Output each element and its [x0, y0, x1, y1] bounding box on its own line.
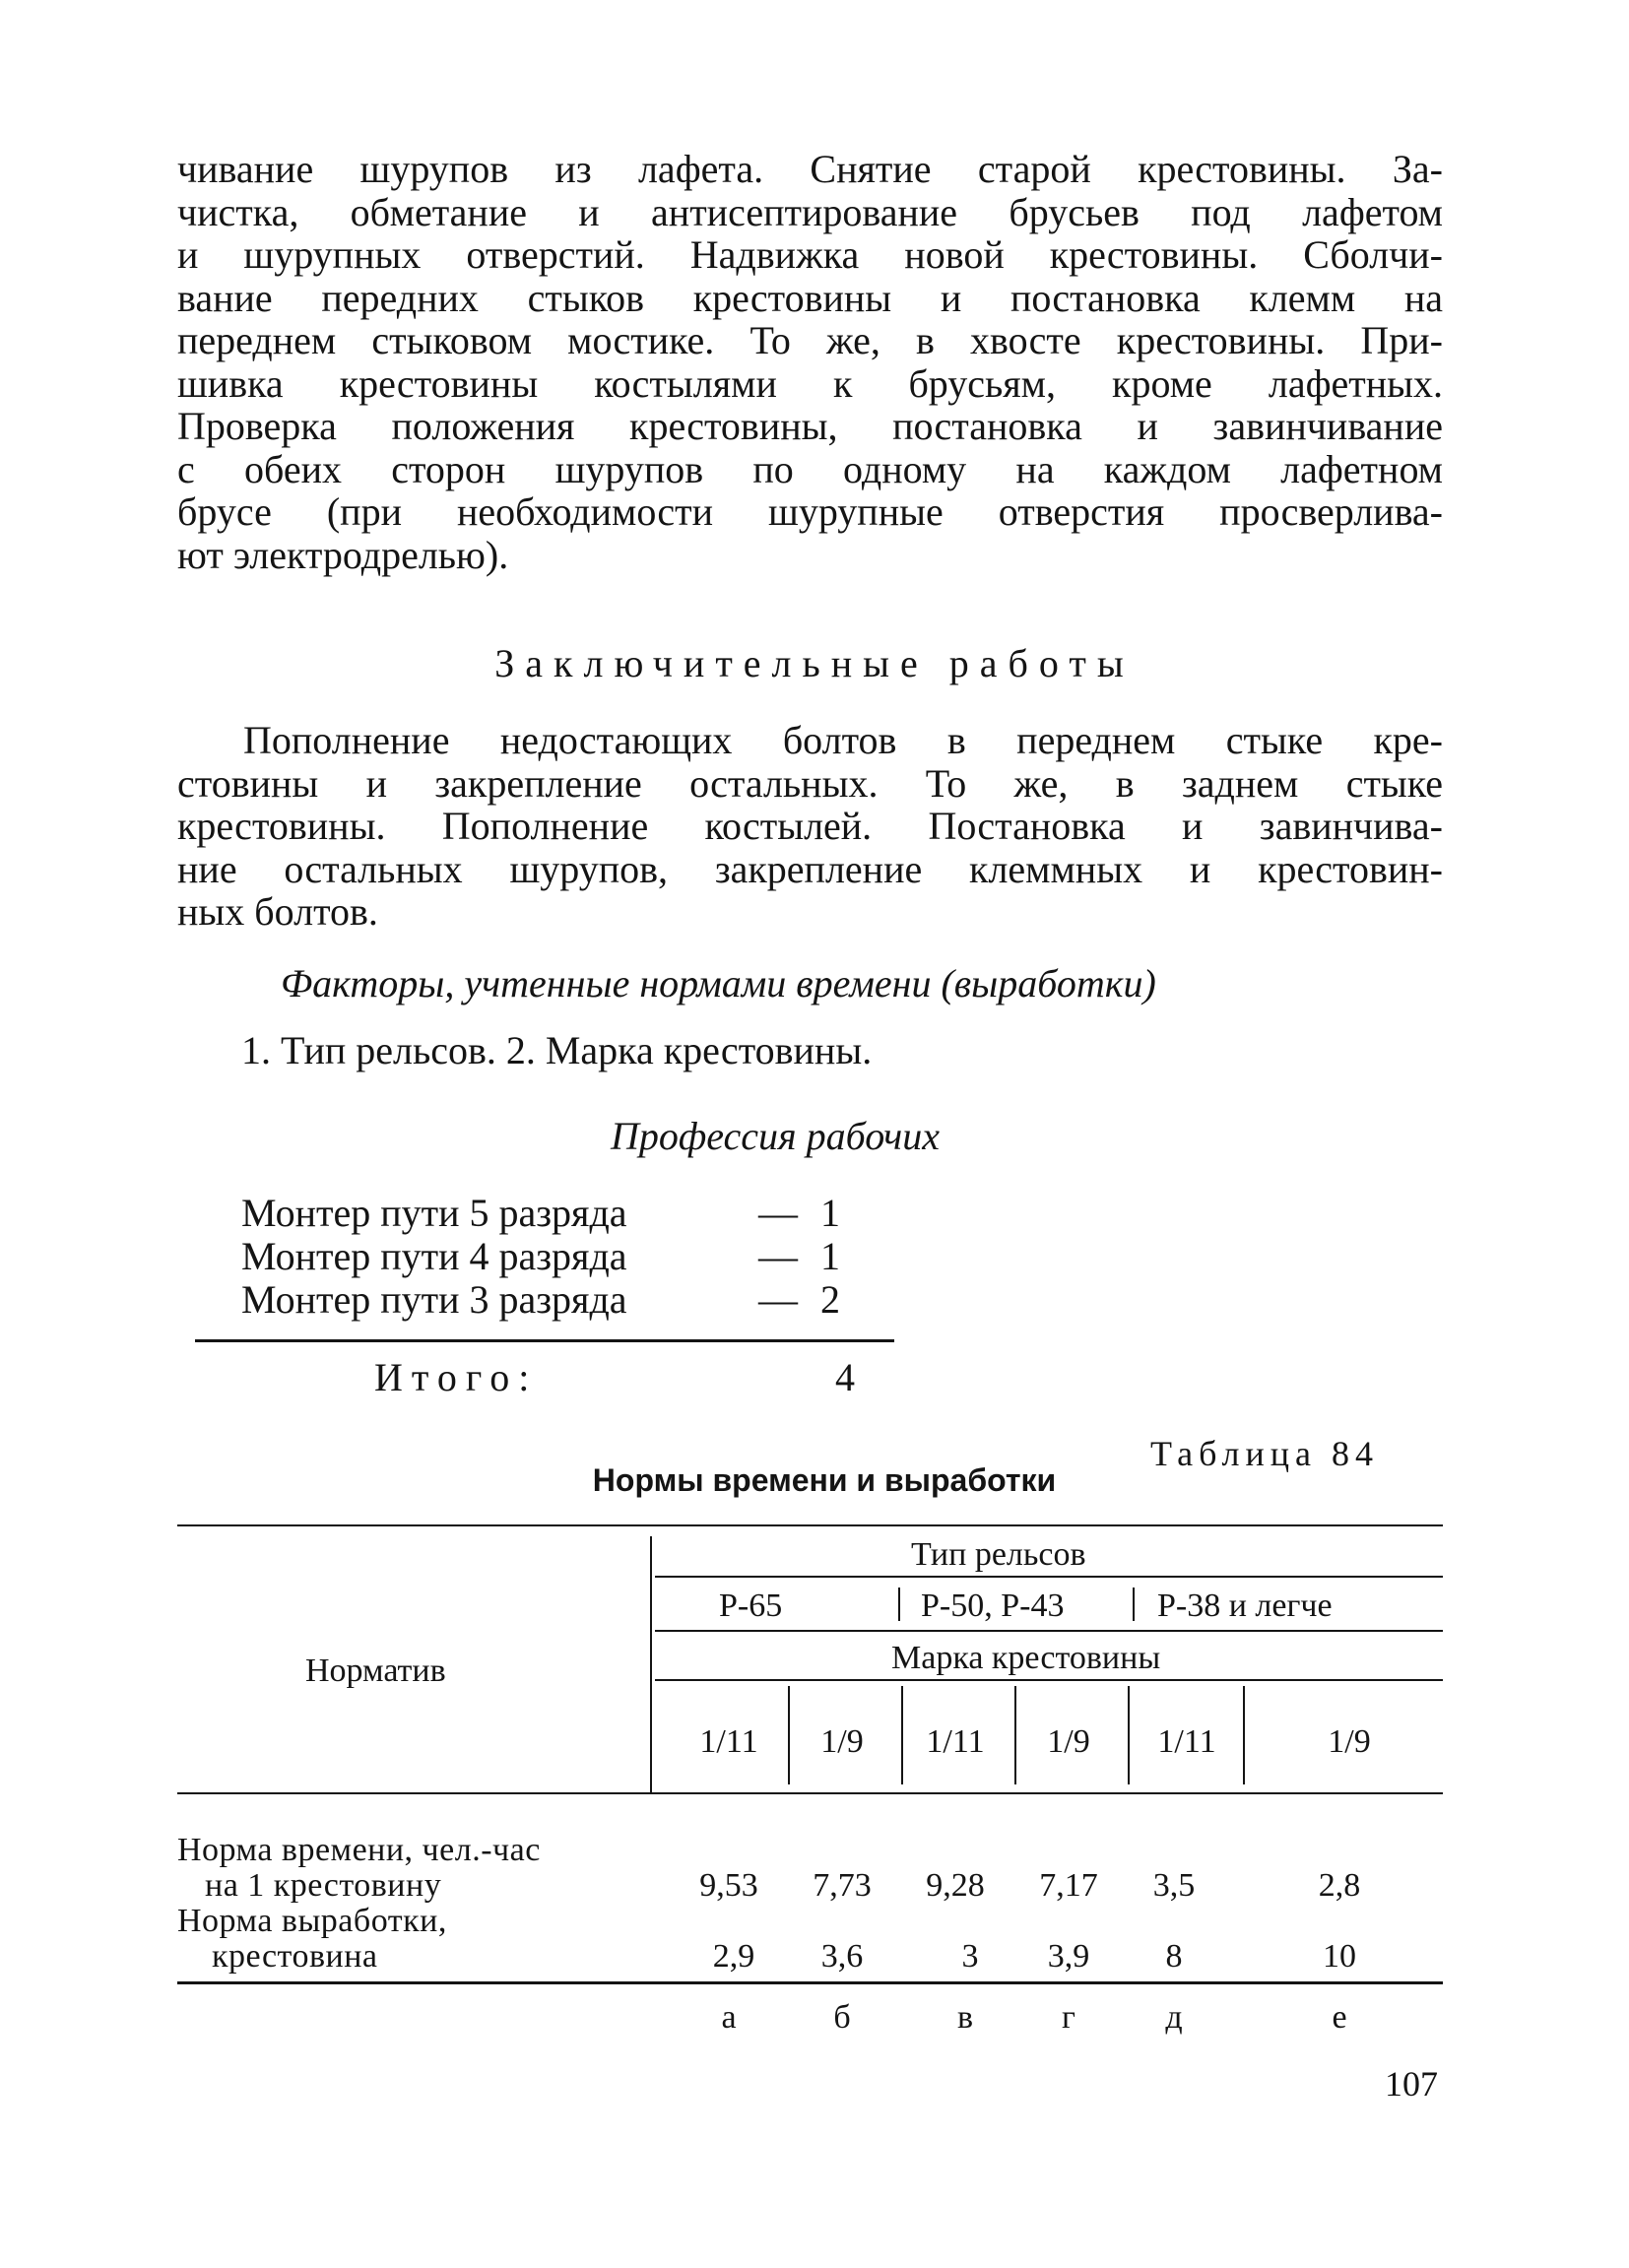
row-label: Норма выработки, [177, 1903, 447, 1939]
worker-row [241, 1235, 852, 1278]
table-cell: 3 [961, 1938, 979, 1975]
column-letter: а [721, 1999, 737, 2036]
frog-mark: 1/9 [1328, 1723, 1371, 1760]
factors-heading: Факторы, учтенные нормами времени (выработки) [281, 961, 1156, 1005]
rail-type-r65: Р-65 [719, 1588, 783, 1624]
worker-row [241, 1278, 852, 1322]
worker-dash: — [758, 1277, 798, 1322]
row-label: крестовина [212, 1938, 378, 1975]
frog-mark: 1/9 [1047, 1723, 1090, 1760]
table-rule [655, 1576, 1443, 1578]
workers-list [241, 1192, 852, 1322]
table-cell: 7,73 [813, 1867, 872, 1904]
table-cell: 9,53 [699, 1867, 758, 1904]
page-number: 107 [1385, 2064, 1438, 2104]
column-letter: д [1165, 1999, 1183, 2036]
row-label: на 1 крестовину [205, 1867, 442, 1904]
text-line: и шурупных отверстий. Надвижка новой крестовины. Сболчи- [177, 232, 1443, 277]
worker-count: 1 [820, 1234, 840, 1278]
table-divider [788, 1686, 790, 1784]
text-line: ют электродрелью). [177, 532, 509, 577]
worker-label: Монтер пути 4 разряда [241, 1234, 627, 1278]
table-title: Нормы времени и выработки [592, 1462, 1057, 1498]
text-line: ных болтов. [177, 889, 378, 934]
table-top-rule [177, 1524, 1443, 1526]
table-header-rule [177, 1792, 1443, 1794]
table-cell: 2,9 [712, 1938, 755, 1975]
text-line: шивка крестовины костылями к брусьям, кроме лафетных. [177, 360, 1443, 406]
text-line: с обеих сторон шурупов по одному на каждом лафетном [177, 446, 1443, 491]
table-cell: 7,17 [1039, 1867, 1098, 1904]
table-bottom-rule [177, 1981, 1443, 1984]
row-label: Норма времени, чел.-час [177, 1832, 541, 1868]
column-letter: г [1062, 1999, 1075, 2036]
frog-mark: 1/11 [699, 1723, 758, 1760]
table-cell: 3,9 [1047, 1938, 1090, 1975]
table-cell: 9,28 [926, 1867, 985, 1904]
frog-mark: 1/11 [1157, 1723, 1216, 1760]
rail-type-header: Тип рельсов [911, 1536, 1086, 1573]
rail-type-r38: Р-38 и легче [1157, 1588, 1333, 1624]
worker-dash: — [758, 1191, 798, 1235]
worker-label: Монтер пути 5 разряда [241, 1191, 627, 1235]
factors-text: 1. Тип рельсов. 2. Марка крестовины. [241, 1028, 873, 1072]
table-divider [1128, 1686, 1130, 1784]
table-cell: 3,6 [820, 1938, 864, 1975]
worker-dash: — [758, 1234, 798, 1278]
text-line: чистка, обметание и антисептирование брусьев под лафетом [177, 189, 1443, 234]
table-cell: 3,5 [1152, 1867, 1196, 1904]
text-line: вание передних стыков крестовины и постановка клемм на [177, 275, 1443, 320]
table-divider [901, 1686, 903, 1784]
total-divider [195, 1339, 894, 1342]
text-line: Пополнение недостающих болтов в переднем стыке кре- [243, 718, 1443, 762]
work-description-paragraph [177, 148, 1443, 576]
table-cell: 2,8 [1318, 1867, 1361, 1904]
total-value: 4 [835, 1355, 855, 1399]
text-line: крестовины. Пополнение костылей. Постановка и завинчива- [177, 804, 1443, 848]
table-divider [1133, 1588, 1135, 1621]
frog-mark-header: Марка крестовины [891, 1640, 1161, 1676]
text-line: брусе (при необходимости шурупные отверстия просверлива- [177, 489, 1443, 534]
table-divider [1243, 1686, 1245, 1784]
workers-heading: Профессия рабочих [611, 1114, 941, 1158]
worker-count: 1 [820, 1191, 840, 1235]
final-works-heading: Заключительные работы [494, 641, 1135, 685]
rail-type-r50-r43: Р-50, Р-43 [921, 1588, 1065, 1624]
table-cell: 8 [1165, 1938, 1183, 1975]
table-divider [1014, 1686, 1016, 1784]
table-cell: 10 [1323, 1938, 1356, 1975]
column-letter: б [833, 1999, 851, 2036]
text-line: стовины и закрепление остальных. То же, в заднем стыке [177, 760, 1443, 806]
column-letter: в [956, 1999, 974, 2036]
text-line: ние остальных шурупов, закрепление клеммных и крестовин- [177, 846, 1443, 891]
worker-label: Монтер пути 3 разряда [241, 1277, 627, 1322]
frog-mark: 1/9 [820, 1723, 864, 1760]
table-number: Таблица 84 [1150, 1434, 1379, 1473]
text-line: переднем стыковом мостике. То же, в хвосте крестовины. При- [177, 318, 1443, 362]
worker-count: 2 [820, 1277, 840, 1322]
table-divider [650, 1536, 652, 1792]
table-rule [655, 1679, 1443, 1681]
column-letter: е [1332, 1999, 1347, 2036]
total-label: Итого: [374, 1355, 539, 1399]
worker-row [241, 1192, 852, 1235]
frog-mark: 1/11 [926, 1723, 985, 1760]
text-line: чивание шурупов из лафета. Снятие старой крестовины. За- [177, 147, 1443, 191]
table-rule [655, 1630, 1443, 1632]
text-line: Проверка положения крестовины, постановка и завинчивание [177, 404, 1443, 448]
final-works-paragraph [177, 719, 1443, 934]
table-divider [898, 1588, 900, 1621]
norm-header: Норматив [305, 1652, 446, 1689]
